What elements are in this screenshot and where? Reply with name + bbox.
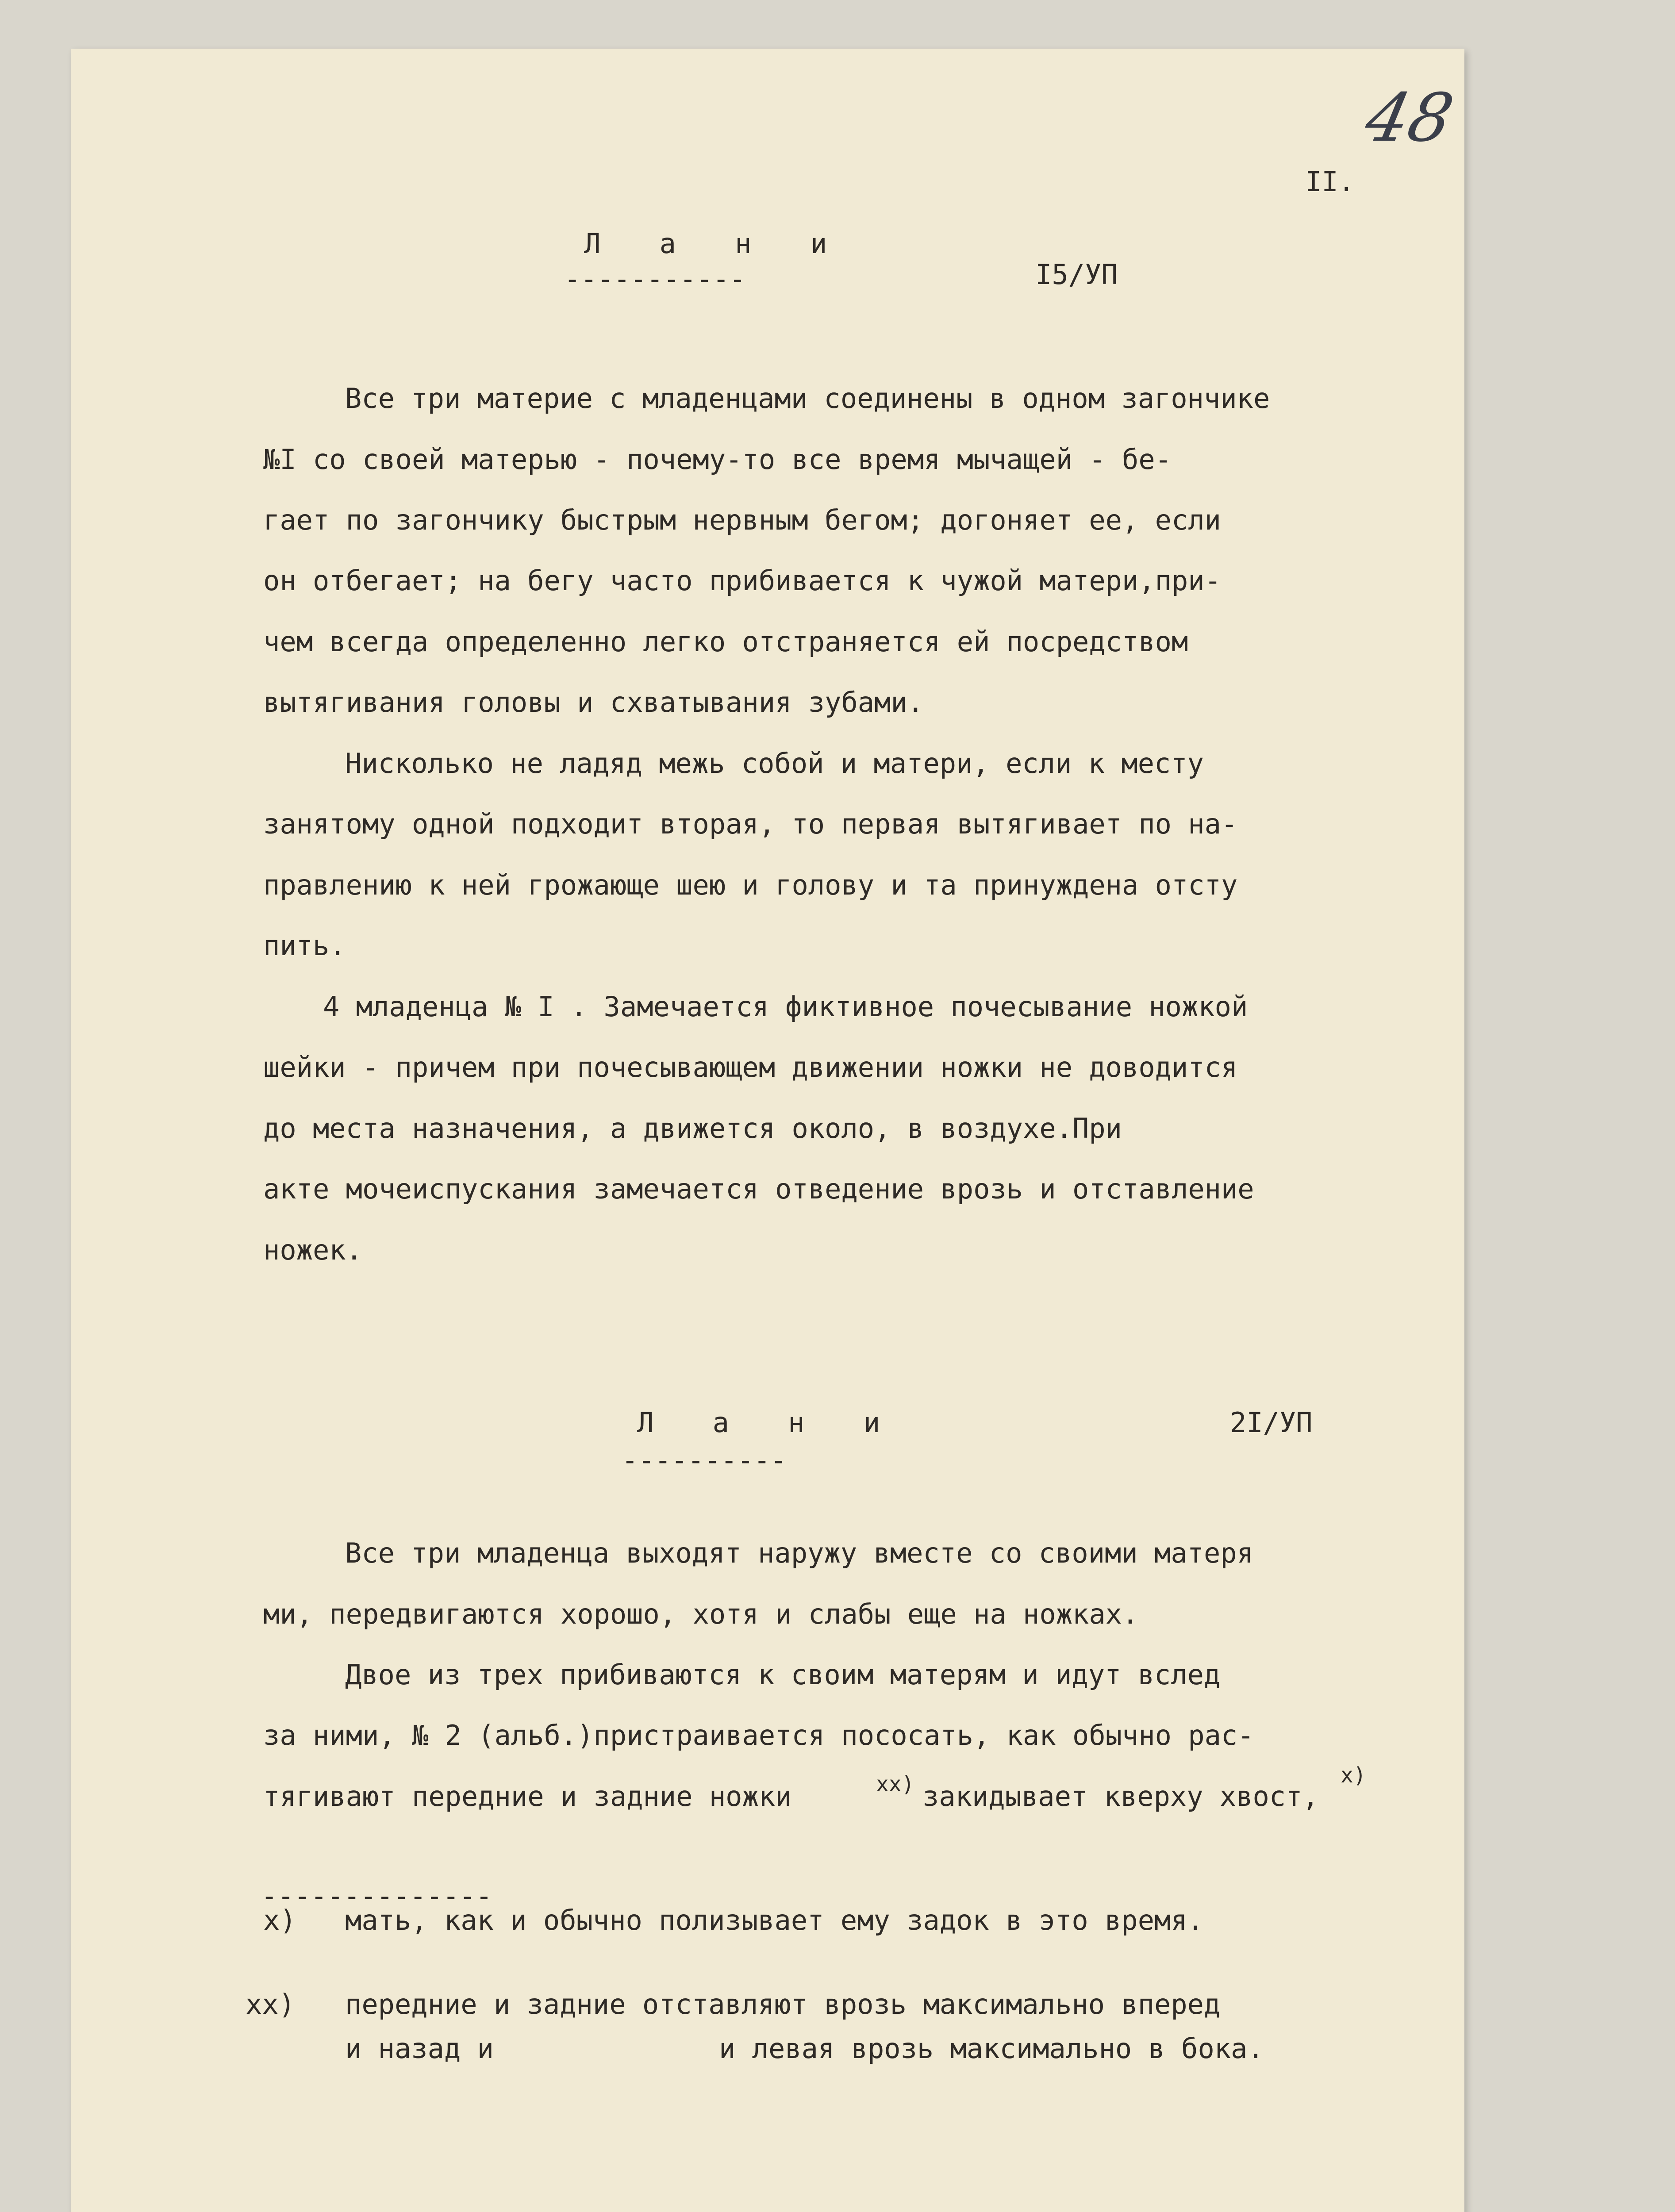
section2-line: закидывает кверху хвост, (922, 1780, 1319, 1813)
section2-line: за ними, № 2 (альб.)пристраивается пососать, как обычно рас- (263, 1719, 1254, 1751)
section1-line: вытягивания головы и схватывания зубами. (263, 686, 924, 718)
section1-line: Нисколько не ладяд межь собой и матери, если к месту (345, 747, 1204, 780)
section1-line: ножек. (263, 1234, 362, 1266)
footnote-mark-x: x) (1341, 1763, 1366, 1788)
archive-page-number: 48 (1359, 80, 1460, 157)
section1-line: чем всегда определенно легко отстраняется ей посредством (263, 626, 1188, 658)
footnote-xx-line: и левая врозь максимально в бока. (719, 2032, 1264, 2065)
footnote-separator: -------------- (261, 1880, 492, 1912)
footnote-xx-marker: xx) (246, 1988, 295, 2020)
footnote-mark-xx: xx) (876, 1772, 914, 1797)
section1-line: акте мочеиспускания замечается отведение врозь и отставление (263, 1173, 1254, 1205)
section2-title: Л а н и (637, 1406, 902, 1439)
section2-line: Двое из трех прибиваются к своим матерям и идут вслед (345, 1659, 1221, 1691)
section2-line: Все три младенца выходят наружу вместе со своими матеря (345, 1537, 1253, 1569)
section1-line: правлению к ней грожающе шею и голову и та принуждена отсту (263, 869, 1238, 901)
footnote-x-text: мать, как и обычно полизывает ему задок в это время. (345, 1904, 1204, 1936)
section1-line: пить. (263, 929, 346, 962)
section2-line: тягивают передние и задние ножки (263, 1780, 792, 1813)
section2-line: ми, передвигаются хорошо, хотя и слабы еще на ножках. (263, 1598, 1139, 1630)
section1-line: до места назначения, а движется около, в воздухе.При (263, 1112, 1122, 1144)
section1-line: гает по загончику быстрым нервным бегом; догоняет ее, если (263, 504, 1221, 536)
footnote-xx-line: передние и задние отставляют врозь максимально вперед (345, 1988, 1221, 2020)
section1-line: №I со своей матерью - почему-то все время мычащей - бе- (263, 443, 1172, 476)
typewritten-page (71, 49, 1464, 2212)
section2-title-underline: ---------- (622, 1444, 787, 1476)
section1-title: Л а н и (584, 227, 849, 260)
section1-date: I5/УП (1035, 258, 1118, 291)
section1-line: 4 младенца № I . Замечается фиктивное почесывание ножкой (323, 991, 1248, 1023)
section1-line: Все три материе с младенцами соединены в одном загончике (345, 382, 1270, 415)
footnote-xx-line: и назад и (345, 2032, 494, 2065)
footnote-x-marker: x) (263, 1904, 296, 1936)
section1-line: занятому одной подходит вторая, то первая вытягивает по на- (263, 808, 1238, 840)
section2-date: 2I/УП (1230, 1406, 1313, 1439)
section1-line: он отбегает; на бегу часто прибивается к чужой матери,при- (263, 565, 1221, 597)
page-number: II. (1305, 165, 1355, 198)
section1-line: шейки - причем при почесывающем движении ножки не доводится (263, 1051, 1238, 1083)
section1-title-underline: ----------- (564, 263, 746, 295)
